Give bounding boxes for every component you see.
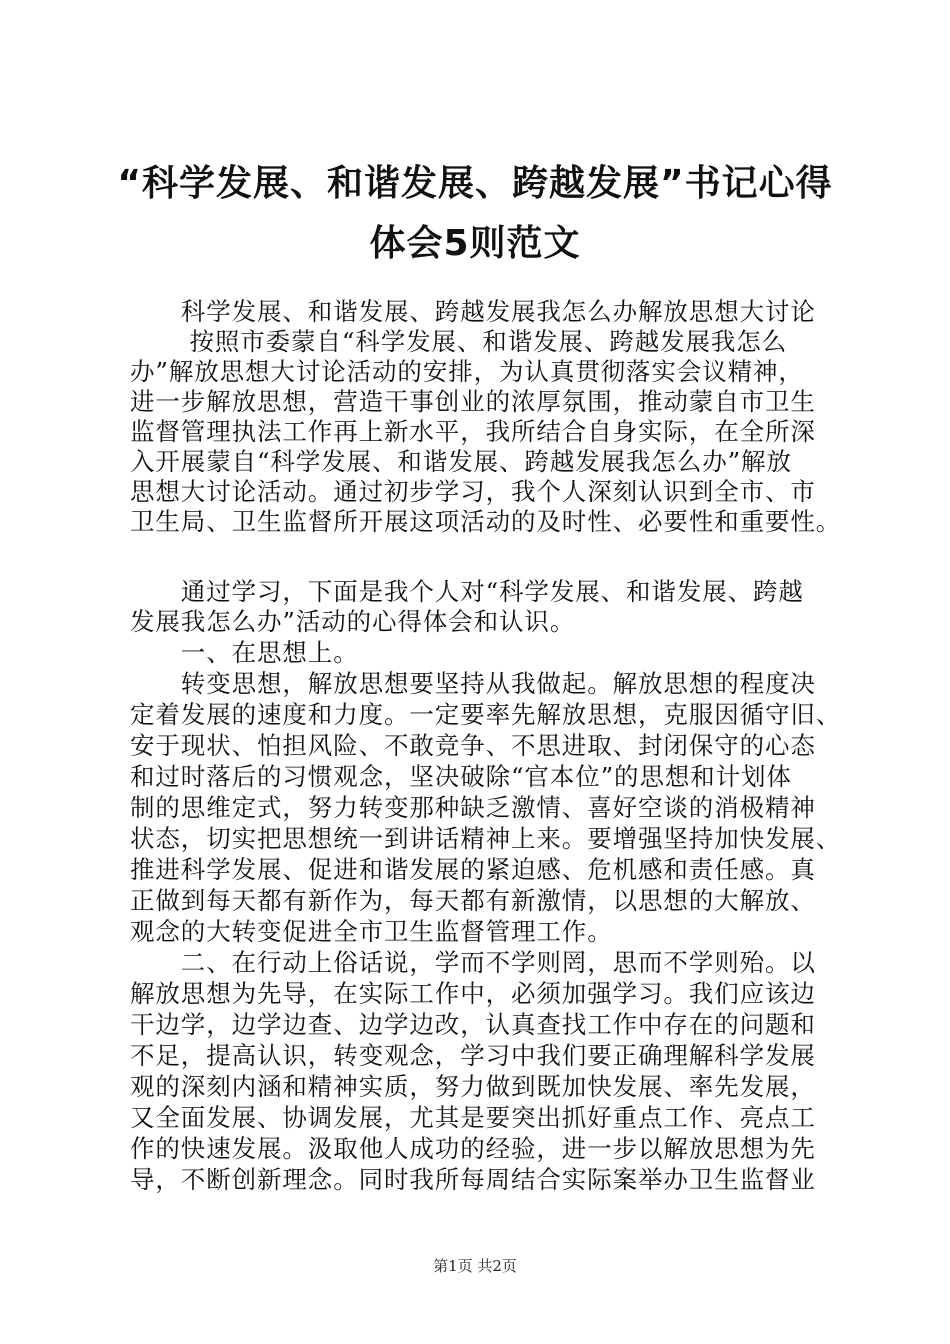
text-line: 安于现状、怕担风险、不敢竞争、不思进取、封闭保守的心态 (130, 731, 816, 760)
text-line: 正做到每天都有新作为，每天都有新激情，以思想的大解放、 (130, 886, 816, 915)
text-line: 通过学习，下面是我个人对“科学发展、和谐发展、跨越 (130, 577, 804, 606)
text-line: 思想大讨论活动。通过初步学习，我个人深刻认识到全市、市 (130, 477, 816, 506)
text-line: 卫生局、卫生监督所开展这项活动的及时性、必要性和重要性。 (130, 507, 842, 536)
text-line: 进一步解放思想，营造干事创业的浓厚氛围，推动蒙自市卫生 (130, 387, 816, 416)
text-line: 按照市委蒙自“科学发展、和谐发展、跨越发展我怎么 (130, 327, 788, 356)
text-line: 发展我怎么办”活动的心得体会和认识。 (130, 607, 576, 636)
text-line: 不足，提高认识，转变观念，学习中我们要正确理解科学发展 (130, 1041, 816, 1070)
document-title-line-1: “科学发展、和谐发展、跨越发展”书记心得 (117, 163, 833, 204)
text-line: 观念的大转变促进全市卫生监督管理工作。 (130, 917, 613, 946)
text-line: 推进科学发展、促进和谐发展的紧迫感、危机感和责任感。真 (130, 855, 816, 884)
text-line: 入开展蒙自“科学发展、和谐发展、跨越发展我怎么办”解放 (130, 447, 792, 476)
text-line: 状态，切实把思想统一到讲话精神上来。要增强坚持加快发展、 (130, 824, 842, 853)
body-block-2 (130, 577, 860, 607)
text-line: 观的深刻内涵和精神实质，努力做到既加快发展、率先发展， (130, 1072, 816, 1101)
document-title-line-2: 体会5则范文 (369, 223, 581, 264)
text-line: 一、在思想上。 (130, 638, 359, 667)
text-line: 监督管理执法工作再上新水平，我所结合自身实际，在全所深 (130, 417, 816, 446)
body-block-1 (130, 297, 860, 537)
text-line: 导，不断创新理念。同时我所每周结合实际案举办卫生监督业 (130, 1165, 816, 1194)
text-line: 解放思想为先导，在实际工作中，必须加强学习。我们应该边 (130, 979, 816, 1008)
text-line: 和过时落后的习惯观念，坚决破除“官本位”的思想和计划体 (130, 762, 792, 791)
text-line: 转变思想，解放思想要坚持从我做起。解放思想的程度决 (130, 669, 816, 698)
body-block-3 (130, 606, 860, 1195)
text-line: 办”解放思想大讨论活动的安排，为认真贯彻落实会议精神， (130, 357, 804, 386)
text-line: 又全面发展、协调发展，尤其是要突出抓好重点工作、亮点工 (130, 1103, 816, 1132)
text-line: 制的思维定式，努力转变那种缺乏激情、喜好空谈的消极精神 (130, 793, 816, 822)
text-line: 干边学，边学边查、边学边改，认真查找工作中存在的问题和 (130, 1010, 816, 1039)
page-footer: 第1页 共2页 (433, 1257, 517, 1275)
text-line: 定着发展的速度和力度。一定要率先解放思想，克服因循守旧、 (130, 700, 842, 729)
text-line: 作的快速发展。汲取他人成功的经验，进一步以解放思想为先 (130, 1134, 816, 1163)
text-line: 科学发展、和谐发展、跨越发展我怎么办解放思想大讨论 (130, 297, 816, 326)
text-line: 二、在行动上俗话说，学而不学则罔，思而不学则殆。以 (130, 948, 816, 977)
